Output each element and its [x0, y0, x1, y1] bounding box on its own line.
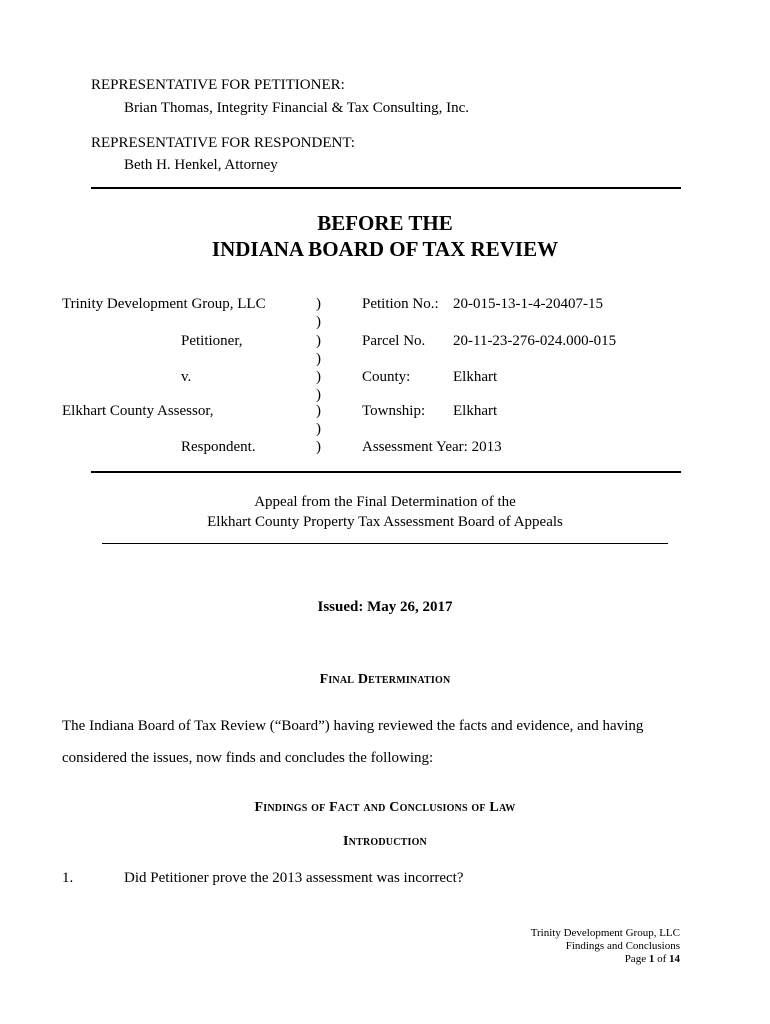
parcel-value: 20-11-23-276-024.000-015	[453, 333, 617, 349]
footer-page-number	[625, 953, 680, 966]
respondent-name: Elkhart County Assessor,	[62, 403, 214, 419]
petition-no-value: 20-015-13-1-4-20407-15	[453, 296, 603, 312]
petitioner-role: Petitioner,	[181, 333, 243, 349]
footer-page-of: of	[654, 953, 669, 965]
appeal-divider	[102, 543, 668, 544]
caption-paren: )	[316, 333, 321, 349]
caption-divider	[91, 471, 681, 473]
item-text: Did Petitioner prove the 2013 assessment was incorrect?	[124, 870, 464, 886]
versus-label: v.	[181, 369, 192, 385]
title-line-2: INDIANA BOARD OF TAX REVIEW	[211, 237, 559, 261]
final-determination-heading: Final Determination	[319, 672, 451, 687]
caption-paren: )	[316, 387, 321, 403]
intro-paragraph-line-2: considered the issues, now finds and concludes the following:	[62, 750, 434, 766]
township-value: Elkhart	[453, 403, 498, 419]
caption-paren: )	[316, 421, 321, 437]
petition-no-label: Petition No.:	[362, 296, 439, 312]
caption-paren: )	[316, 369, 321, 385]
county-label: County:	[362, 369, 411, 385]
intro-paragraph-line-1: The Indiana Board of Tax Review (“Board”) having reviewed the facts and evidence, and having	[62, 718, 644, 734]
footer-page-prefix: Page	[624, 953, 649, 965]
caption-paren: )	[316, 351, 321, 367]
township-label: Township:	[362, 403, 426, 419]
title-line-1: BEFORE THE	[317, 211, 453, 235]
appeal-line-1: Appeal from the Final Determination of the	[254, 494, 516, 510]
respondent-role: Respondent.	[181, 439, 256, 455]
respondent-rep-name: Beth H. Henkel, Attorney	[124, 157, 278, 173]
item-number: 1.	[62, 870, 74, 886]
issued-date: Issued: May 26, 2017	[317, 599, 453, 615]
assessment-year: Assessment Year: 2013	[362, 439, 502, 455]
footer-page-total: 14	[669, 953, 680, 965]
footer-case-name: Trinity Development Group, LLC	[530, 927, 680, 939]
petitioner-rep-name: Brian Thomas, Integrity Financial & Tax Consulting, Inc.	[124, 100, 470, 116]
top-divider	[91, 187, 681, 189]
findings-heading: Findings of Fact and Conclusions of Law	[254, 800, 516, 815]
parcel-label: Parcel No.	[362, 333, 426, 349]
caption-paren: )	[316, 296, 321, 312]
petitioner-rep-heading: REPRESENTATIVE FOR PETITIONER:	[91, 77, 345, 93]
appeal-line-2: Elkhart County Property Tax Assessment Board of Appeals	[207, 514, 563, 530]
caption-paren: )	[316, 314, 321, 330]
caption-paren: )	[316, 439, 321, 455]
petitioner-name: Trinity Development Group, LLC	[62, 296, 266, 312]
footer-doc-type: Findings and Conclusions	[565, 940, 680, 952]
footer-page-current: 1	[648, 953, 655, 965]
introduction-heading: Introduction	[343, 834, 427, 849]
caption-paren: )	[316, 403, 321, 419]
respondent-rep-heading: REPRESENTATIVE FOR RESPONDENT:	[91, 135, 355, 151]
county-value: Elkhart	[453, 369, 498, 385]
